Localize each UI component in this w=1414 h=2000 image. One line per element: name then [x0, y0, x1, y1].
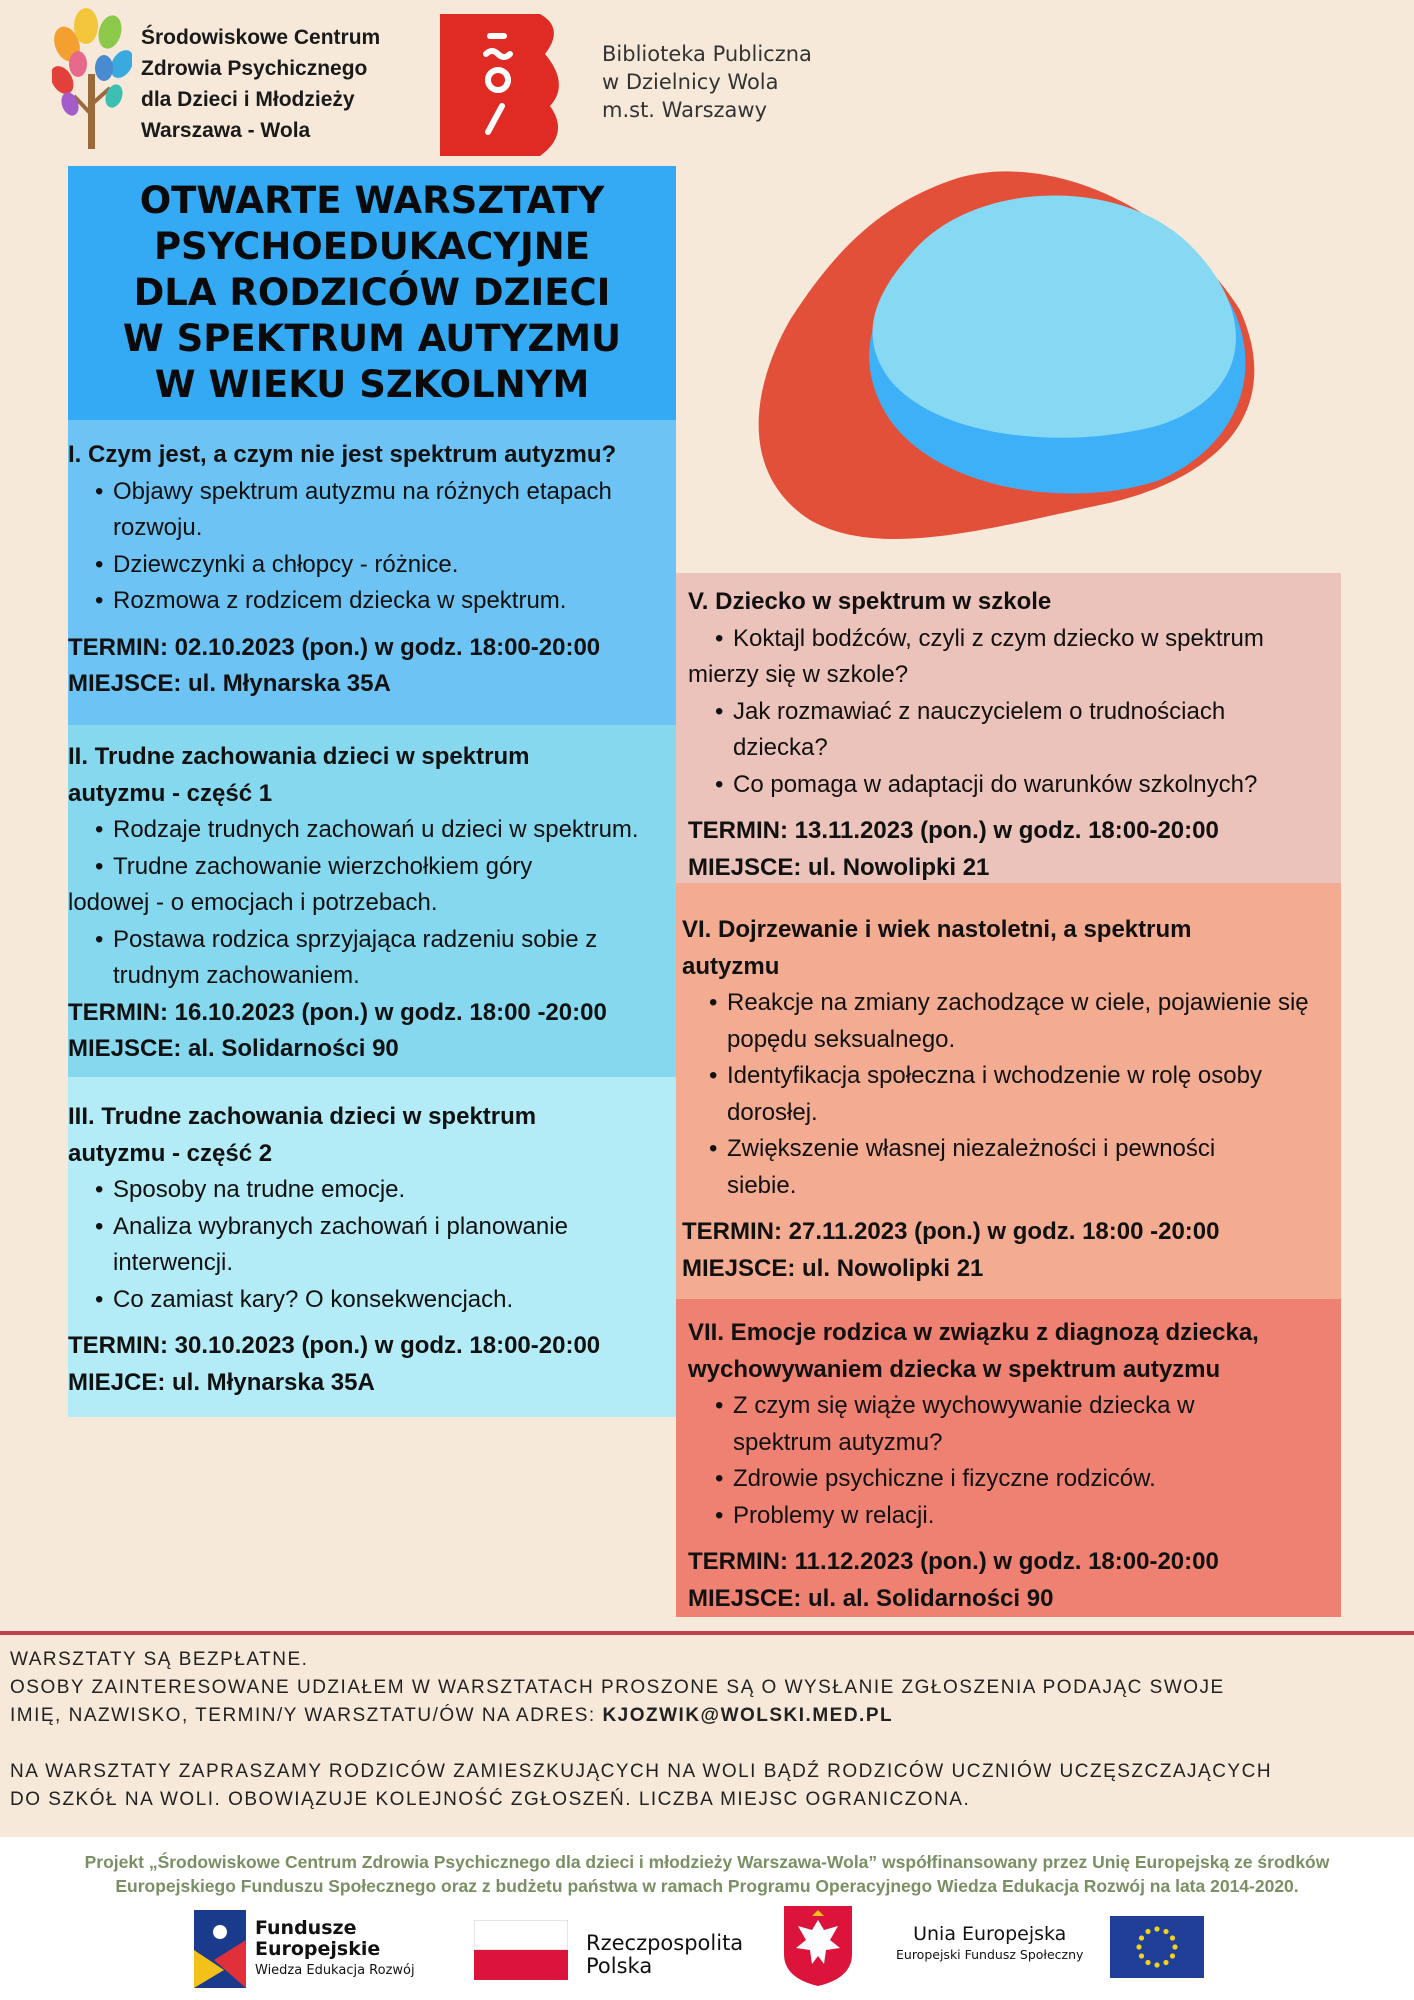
bullet-list — [68, 922, 676, 995]
title-line: DLA RODZICÓW DZIECI — [133, 271, 611, 314]
library-logo — [440, 14, 570, 156]
bullet-continuation: mierzy się w szkole? — [688, 661, 909, 688]
decorative-blobs — [740, 160, 1300, 560]
section-heading: I. Czym jest, a czym nie jest spektrum autyzmu? — [68, 441, 617, 468]
bullet-item: • Zwiększenie własnej niezależności i pewności siebie. — [682, 1131, 1287, 1204]
contact-email[interactable]: KJOZWIK@WOLSKI.MED.PL — [602, 1705, 894, 1726]
eu-flag-icon — [1110, 1916, 1204, 1978]
bullet-list — [68, 812, 676, 885]
org-name-line: Warszawa - Wola — [141, 119, 311, 142]
bullet-list — [688, 694, 1341, 804]
section-heading: VII. Emocje rodzica w związku z diagnozą dziecka, wychowywaniem dziecka w spektrum autyzmu — [688, 1319, 1259, 1383]
bullet-item: • Rozmowa z rodzicem dziecka w spektrum. — [68, 583, 676, 620]
workshop-section-6 — [676, 883, 1341, 1299]
workshop-date: TERMIN: 11.12.2023 (pon.) w godz. 18:00-20:00 — [688, 1548, 1219, 1575]
project-line: Projekt „Środowiskowe Centrum Zdrowia Psychicznego dla dzieci i młodzieży Warszawa-Wola” współfinansowany przez Unię Europejską ze środków — [84, 1852, 1330, 1872]
rp-logo-text — [586, 1932, 743, 1978]
bullet-continuation: lodowej - o emocjach i potrzebach. — [68, 889, 438, 916]
title-line: W SPEKTRUM AUTYZMU — [122, 317, 622, 360]
rp-logo-line: Rzeczpospolita — [586, 1931, 744, 1955]
ue-logo-text — [896, 1922, 1083, 1964]
bullet-item: • Analiza wybranych zachowań i planowanie interwencji. — [68, 1209, 633, 1282]
org-name-line: Zdrowia Psychicznego — [141, 57, 368, 80]
workshop-date: TERMIN: 16.10.2023 (pon.) w godz. 18:00 -20:00 — [68, 998, 607, 1026]
fe-logo-subline: Wiedza Edukacja Rozwój — [255, 1963, 415, 1978]
section-heading: VI. Dojrzewanie i wiek nastoletni, a spektrum autyzmu — [682, 916, 1192, 980]
library-name-line: w Dzielnicy Wola — [602, 70, 779, 94]
workshop-location: MIEJSCE: al. Solidarności 90 — [68, 1035, 399, 1062]
section-heading: III. Trudne zachowania dzieci w spektrum autyzmu - część 2 — [68, 1103, 537, 1167]
info-free: WARSZTATY SĄ BEZPŁATNE. — [10, 1649, 309, 1670]
ue-logo-subline: Europejski Fundusz Społeczny — [896, 1947, 1084, 1962]
bullet-item: • Problemy w relacji. — [688, 1498, 1341, 1535]
workshop-date: TERMIN: 27.11.2023 (pon.) w godz. 18:00 -20:00 — [682, 1218, 1220, 1245]
section-heading: II. Trudne zachowania dzieci w spektrum autyzmu - część 1 — [68, 743, 530, 807]
workshop-section-7 — [676, 1299, 1341, 1617]
bullet-item: • Dziewczynki a chłopcy - różnice. — [68, 547, 676, 584]
bullet-item: • Trudne zachowanie wierzchołkiem góry — [68, 849, 676, 886]
bullet-item: • Sposoby na trudne emocje. — [68, 1172, 676, 1209]
workshop-location: MIEJCE: ul. Młynarska 35A — [68, 1368, 375, 1396]
library-name-line: m.st. Warszawy — [602, 98, 768, 122]
bullet-item: • Identyfikacja społeczna i wchodzenie w rolę osoby dorosłej. — [682, 1058, 1317, 1131]
polish-flag-icon — [474, 1920, 568, 1980]
workshop-date: TERMIN: 13.11.2023 (pon.) w godz. 18:00-20:00 — [688, 817, 1219, 844]
info-block — [10, 1646, 1410, 1814]
section-heading: V. Dziecko w spektrum w szkole — [688, 588, 1052, 615]
library-name-line: Biblioteka Publiczna — [602, 42, 812, 66]
workshop-location: MIEJSCE: ul. Młynarska 35A — [68, 670, 391, 697]
bullet-item: • Zdrowie psychiczne i fizyczne rodziców. — [688, 1461, 1341, 1498]
page-title — [68, 166, 676, 420]
project-info — [20, 1850, 1394, 1898]
workshop-date: TERMIN: 30.10.2023 (pon.) w godz. 18:00-20:00 — [68, 1332, 601, 1359]
workshop-location: MIEJSCE: ul. al. Solidarności 90 — [688, 1584, 1054, 1612]
workshop-section-2 — [68, 725, 676, 1077]
org-name-line: dla Dzieci i Młodzieży — [141, 88, 355, 111]
divider — [0, 1631, 1414, 1635]
title-line: PSYCHOEDUKACYJNE — [153, 225, 591, 268]
organization-name — [141, 22, 441, 146]
info-invite-line: NA WARSZTATY ZAPRASZAMY RODZICÓW ZAMIESZKUJĄCYCH NA WOLI BĄDŹ RODZICÓW UCZNIÓW UCZĘSZCZAJĄCYCH — [10, 1761, 1273, 1782]
workshop-section-5 — [676, 573, 1341, 883]
workshop-location: MIEJSCE: ul. Nowolipki 21 — [688, 853, 990, 881]
bullet-item: • Reakcje na zmiany zachodzące w ciele, pojawienie się popędu seksualnego. — [682, 985, 1317, 1058]
ue-logo-line: Unia Europejska — [913, 1923, 1067, 1945]
bullet-item: • Co pomaga w adaptacji do warunków szkolnych? — [688, 767, 1341, 804]
title-line: OTWARTE WARSZTATY — [139, 179, 605, 222]
workshop-section-3 — [68, 1077, 676, 1417]
bullet-item: • Rodzaje trudnych zachowań u dzieci w spektrum. — [68, 812, 676, 849]
bullet-item: • Z czym się wiąże wychowywanie dziecka w spektrum autyzmu? — [688, 1388, 1273, 1461]
info-invite-line: DO SZKÓŁ NA WOLI. OBOWIĄZUJE KOLEJNOŚĆ ZGŁOSZEŃ. LICZBA MIEJSC OGRANICZONA. — [10, 1789, 971, 1810]
bullet-list — [68, 474, 676, 620]
bullet-item: • Koktajl bodźców, czyli z czym dziecko w spektrum — [688, 621, 1341, 658]
rp-logo-line: Polska — [586, 1954, 653, 1978]
info-signup-line: OSOBY ZAINTERESOWANE UDZIAŁEM W WARSZTATACH PROSZONE SĄ O WYSŁANIE ZGŁOSZENIA PODAJĄC SWOJE — [10, 1677, 1225, 1698]
workshop-date: TERMIN: 02.10.2023 (pon.) w godz. 18:00-20:00 — [68, 633, 601, 661]
bullet-item: • Objawy spektrum autyzmu na różnych etapach rozwoju. — [68, 474, 676, 547]
info-signup-line: IMIĘ, NAZWISKO, TERMIN/Y WARSZTATU/ÓW NA ADRES: — [10, 1705, 603, 1726]
bullet-list — [688, 621, 1341, 658]
title-line: W WIEKU SZKOLNYM — [154, 363, 590, 406]
tree-hands-logo — [52, 4, 132, 154]
bullet-item: • Co zamiast kary? O konsekwencjach. — [68, 1282, 676, 1319]
bullet-item: • Postawa rodzica sprzyjająca radzeniu sobie z trudnym zachowaniem. — [68, 922, 676, 995]
workshop-section-1 — [68, 420, 676, 725]
fe-logo-line: Fundusze — [255, 1917, 357, 1939]
workshop-location: MIEJSCE: ul. Nowolipki 21 — [682, 1254, 984, 1282]
bullet-list — [682, 985, 1341, 1204]
project-line: Europejskiego Funduszu Społecznego oraz z budżetu państwa w ramach Programu Operacyjnego Wiedza Edukacja Rozwój na lata 2014-2020. — [115, 1876, 1299, 1896]
bullet-list — [68, 1172, 676, 1318]
polish-eagle-emblem-icon — [784, 1906, 852, 1986]
org-name-line: Środowiskowe Centrum — [141, 26, 381, 49]
fe-logo-text — [255, 1918, 415, 1982]
fe-logo-line: Europejskie — [255, 1938, 381, 1960]
fundusze-europejskie-logo — [194, 1910, 246, 1988]
library-name — [602, 40, 812, 124]
bullet-list — [688, 1388, 1341, 1534]
bullet-item: • Jak rozmawiać z nauczycielem o trudnościach dziecka? — [688, 694, 1293, 767]
